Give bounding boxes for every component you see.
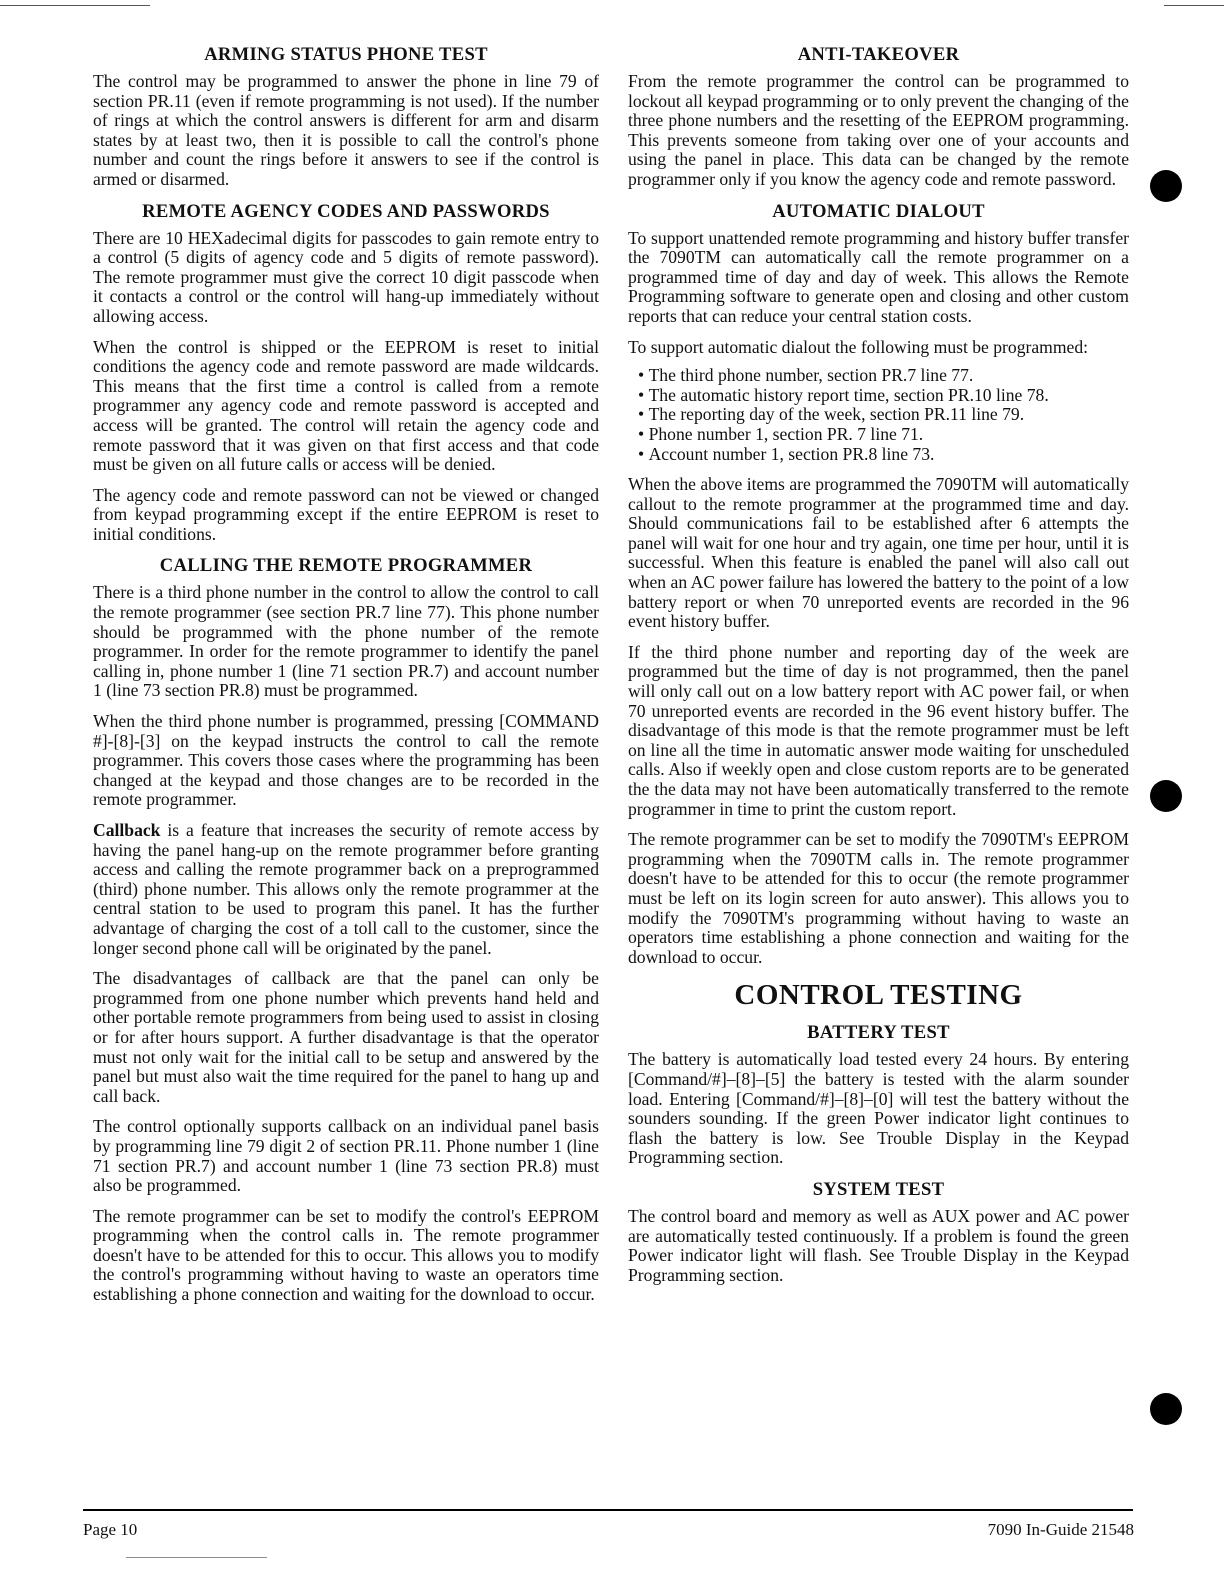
paragraph: When the above items are programmed the 7090TM will automatically callout to the remote programmer at the programmed time and day. Should communications fail to be established after 6 attempts the panel will wait for one hour and try again, one time per hour, until it is successful. When this feature is enabled the panel will also call out when an AC power failure has lowered the battery to the point of a low battery report or when 70 unreported events are recorded in the 96 event history buffer. [628, 474, 1129, 632]
section-title-agency-codes: REMOTE AGENCY CODES AND PASSWORDS [142, 200, 550, 222]
paragraph: When the third phone number is programmed, pressing [COMMAND #]-[8]-[3] on the keypad instructs the control to call the remote programmer. This covers those cases where the programming has been changed at the keypad and those changes are to be recorded in the remote programmer. [93, 711, 599, 810]
section-title-automatic-dialout: AUTOMATIC DIALOUT [772, 200, 985, 222]
section-title-battery-test: BATTERY TEST [807, 1022, 950, 1044]
paragraph: The control may be programmed to answer the phone in line 79 of section PR.11 (even if remote programming is not used). If the number of rings at which the control answers is different for arm and disarm states by at least two, then it is possible to call the control's phone number and count the rings before it answers to see if the control is armed or disarmed. [93, 71, 599, 189]
paragraph: To support unattended remote programming and history buffer transfer the 7090TM can automatically call the remote programmer on a programmed time of day and day of week. This allows the Remote Programming software to generate open and closing and other custom reports that can reduce your central station costs. [628, 227, 1129, 326]
paragraph: When the control is shipped or the EEPROM is reset to initial conditions the agency code and remote password are made wildcards. This means that the first time a control is called from a remote programmer any agency code and remote password is accepted and access will be granted. The control will retain the agency code and remote password that it was given on that first access and that code must be given on all future calls or access will be denied. [93, 336, 599, 475]
paragraph: The control board and memory as well as AUX power and AC power are automatically tested continuously. If a problem is found the green Power indicator light will flash. See Trouble Display in the Keypad Programming section. [628, 1205, 1129, 1285]
paragraph: If the third phone number and reporting day of the week are programmed but the time of day is not programmed, then the panel will only call out on a low battery report with AC power fail, or when 70 unreported events are recorded in the 96 event history buffer. The disadvantage of this mode is that the remote programmer must be left on line all the time in automatic answer mode waiting for unscheduled calls. Also if weekly open and close custom reports are to be generated the the data may not have been automatically transferred to the remote programmer in time to print the custom report. [628, 641, 1129, 819]
list-item: • Account number 1, section PR.8 line 73. [638, 445, 1129, 465]
bottom-edge-line [126, 1557, 267, 1558]
paragraph: The agency code and remote password can not be viewed or changed from keypad programming except if the entire EEPROM is reset to initial conditions. [93, 484, 599, 544]
callback-term: Callback [93, 820, 161, 840]
list-item: • The automatic history report time, section PR.10 line 78. [638, 386, 1129, 406]
footer-rule [83, 1509, 1133, 1511]
dialout-requirements-list [628, 366, 1129, 464]
paragraph: The remote programmer can be set to modify the 7090TM's EEPROM programming when the 7090TM calls in. The remote programmer doesn't have to be attended for this to occur (the remote programmer must be left on its login screen for auto answer). This allows you to modify the 7090TM's programming without having to waste an operators time establishing a phone connection and waiting for the download to occur. [628, 829, 1129, 967]
major-title-control-testing: CONTROL TESTING [734, 979, 1023, 1012]
section-title-system-test: SYSTEM TEST [812, 1178, 945, 1200]
paragraph: There are 10 HEXadecimal digits for passcodes to gain remote entry to a control (5 digits of agency code and 5 digits of remote password). The remote programmer must give the correct 10 digit passcode when it contacts a control or the control will hang-up immediately without allowing access. [93, 227, 599, 326]
top-edge-rule-right [1164, 5, 1224, 6]
paragraph: The disadvantages of callback are that the panel can only be programmed from one phone number which prevents hand held and other portable remote programmers from being used to assist in closing or for after hours support. A further disadvantage is that the operator must not only wait for the initial call to be setup and answered by the panel but must also wait the time required for the panel to hang up and call back. [93, 968, 599, 1106]
paragraph: The control optionally supports callback on an individual panel basis by programming line 79 digit 2 of section PR.11. Phone number 1 (line 71 section PR.7) and account number 1 (line 73 section PR.8) must also be programmed. [93, 1116, 599, 1196]
page-number: Page 10 [83, 1520, 138, 1539]
paragraph: There is a third phone number in the control to allow the control to call the remote programmer (see section PR.7 line 77). This phone number should be programmed with the phone number of the remote programmer. In order for the remote programmer to identify the panel calling in, phone number 1 (line 71 section PR.7) and account number 1 (line 73 section PR.8) must be programmed. [93, 582, 599, 701]
paragraph: The remote programmer can be set to modify the control's EEPROM programming when the control calls in. The remote programmer doesn't have to be attended for this to occur. This allows you to modify the control's programming without having to waste an operators time establishing a phone connection and waiting for the download to occur. [93, 1205, 599, 1305]
list-item: • Phone number 1, section PR. 7 line 71. [638, 425, 1129, 445]
paragraph: From the remote programmer the control can be programmed to lockout all keypad programming or to only prevent the changing of the three phone numbers and the resetting of the EEPROM programming. This prevents someone from taking over one of your accounts and using the panel in place. This data can be changed by the remote programmer only if you know the agency code and remote password. [628, 71, 1129, 189]
binder-hole-mark [1150, 170, 1182, 202]
top-edge-rule [0, 5, 150, 6]
binder-hole-mark [1150, 1393, 1182, 1425]
section-title-calling-remote: CALLING THE REMOTE PROGRAMMER [159, 555, 533, 577]
list-item: • The third phone number, section PR.7 line 77. [638, 366, 1129, 386]
paragraph: To support automatic dialout the following must be programmed: [628, 336, 1089, 357]
binder-hole-mark [1150, 780, 1182, 812]
list-item: • The reporting day of the week, section PR.11 line 79. [638, 405, 1129, 425]
section-title-arming-status: ARMING STATUS PHONE TEST [204, 44, 488, 65]
paragraph: The battery is automatically load tested every 24 hours. By entering [Command/#]–[8]–[5] the battery is tested with the alarm sounder load. Entering [Command/#]–[8]–[0] will test the battery without the sounders sounding. If the green Power indicator light continues to flash the battery is low. See Trouble Display in the Keypad Programming section. [628, 1049, 1129, 1168]
callback-text: is a feature that increases the security of remote access by having the panel hang-up on the remote programmer before granting access and calling the remote programmer back on a preprogrammed (third) phone number. This allows only the remote programmer at the central station to be used to program this panel. It has the further advantage of charging the cost of a toll call to the customer, since the longer second phone call will be originated by the panel. [93, 820, 599, 958]
section-title-anti-takeover: ANTI-TAKEOVER [797, 44, 960, 65]
left-column [93, 44, 599, 1316]
right-column [628, 44, 1129, 1296]
document-id: 7090 In-Guide 21548 [987, 1520, 1134, 1539]
paragraph-callback [93, 821, 599, 958]
